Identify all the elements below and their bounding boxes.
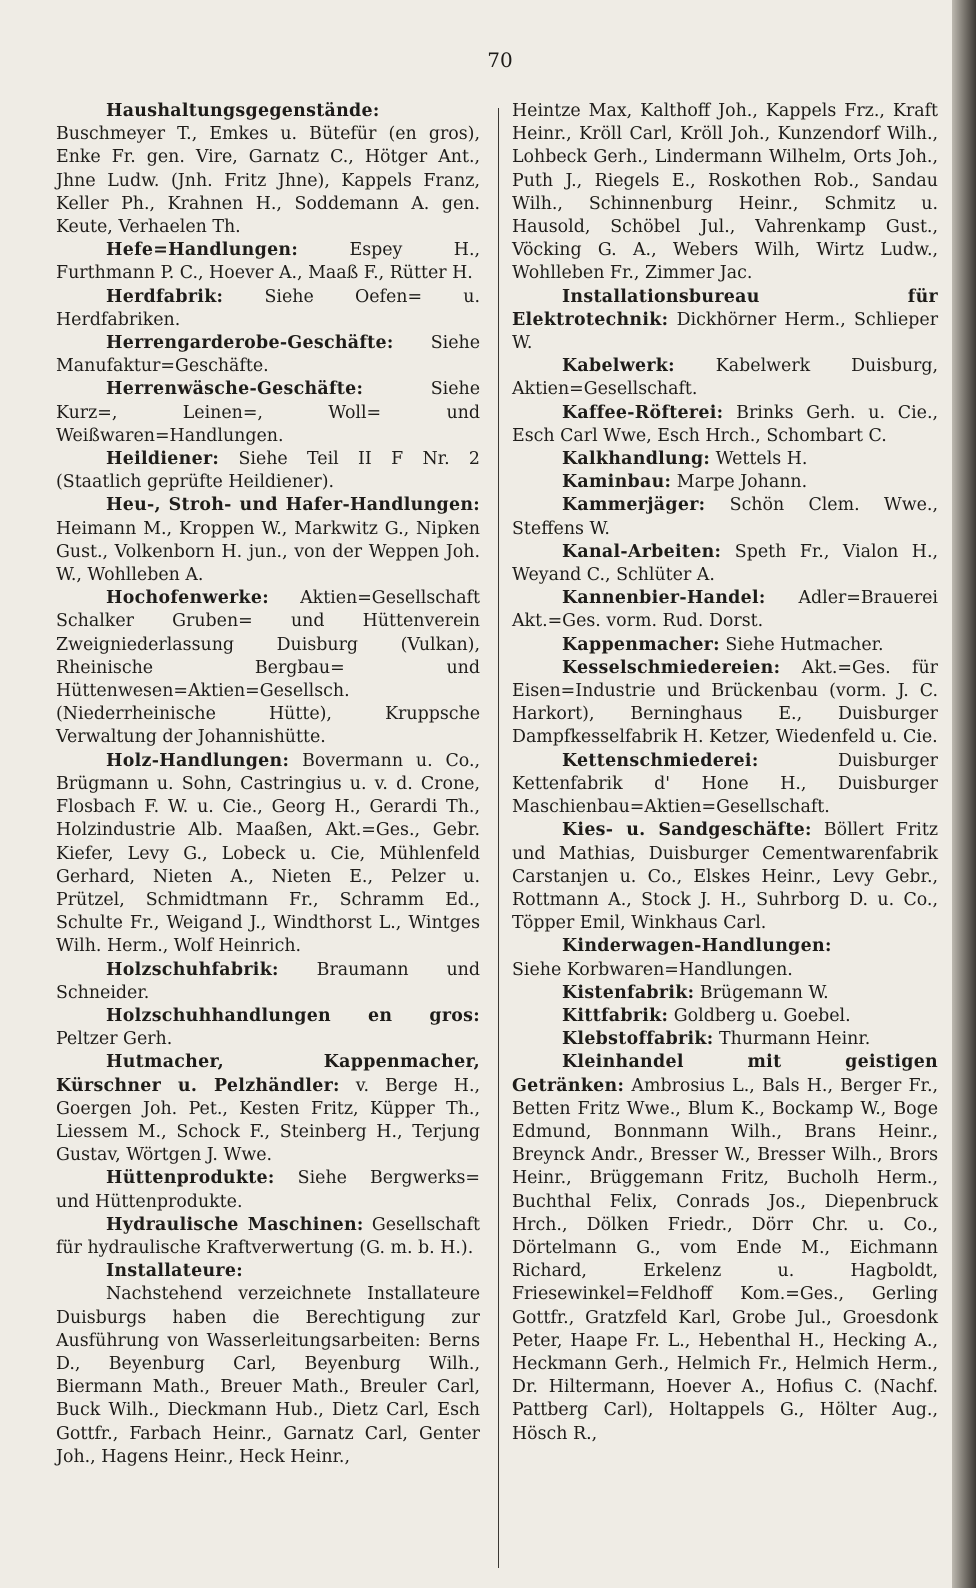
entry-text: Thurmann Heinr. — [719, 1029, 871, 1050]
entry-heading: Herrengarderobe-Geschäfte: — [106, 333, 394, 354]
entry-text: Böllert Fritz und Mathias, Duisburger Cementwarenfabrik Carstanjen u. Co., Elskes Heinr., Levy Gebr., Rottmann A., Stock J. H., Suhrborg D. u. Co., Töpper Emil, Winkhaus Carl. — [512, 820, 939, 934]
entry — [512, 402, 938, 448]
entry — [512, 935, 938, 958]
left-column — [56, 100, 480, 1469]
entry-heading: Herdfabrik: — [106, 286, 224, 307]
entry-heading: Heu-, Stroh- und Hafer-Handlungen: — [106, 495, 480, 516]
entry-heading: Hutmacher, Kappenmacher, Kürschner u. Pelzhändler: — [56, 1052, 480, 1096]
entry-text: Akt.=Ges. für Eisen=Industrie und Brückenbau (vorm. J. C. Harkort), Berninghaus E., Duisburger Dampfkesselfabrik H. Ketzer, Wiedenfeld u. Cie. — [512, 657, 938, 748]
entry — [512, 471, 938, 494]
entry-heading: Hüttenprodukte: — [106, 1168, 275, 1189]
entry-heading: Holzschuhfabrik: — [106, 959, 279, 980]
entry-heading: Holzschuhhandlungen en gros: — [106, 1005, 480, 1026]
entry-heading: Haushaltungsgegenstände: — [106, 101, 380, 121]
entry — [512, 286, 938, 356]
entry-text: Gesellschaft für hydraulische Kraftverwertung (G. m. b. H.). — [56, 1214, 481, 1258]
entry — [56, 1051, 480, 1167]
entry-text: Wettels H. — [715, 449, 808, 470]
entry-heading: Kettenschmiederei: — [562, 750, 759, 771]
entry — [512, 100, 938, 286]
entry-heading: Herrenwäsche-Geschäfte: — [106, 379, 364, 400]
entry-heading: Hydraulische Maschinen: — [106, 1214, 364, 1235]
entry-heading: Heildiener: — [106, 449, 220, 470]
entry-text: Nachstehend verzeichnete Installateure Duisburgs haben die Berechtigung zur Ausführung von Wasserleitungsarbeiten: Berns D., Beyenburg Carl, Beyenburg Wilh., Biermann Math., Breuer Math., Breuler Carl, Buck Wilh., Dieckmann Hub., Dietz Carl, Esch Gottfr., Farbach Heinr., Garnatz Carl, Genter Joh., Hagens Heinr., Heck Heinr., — [56, 1284, 480, 1467]
entry — [512, 1005, 938, 1028]
entry — [512, 355, 938, 401]
entry — [56, 332, 480, 378]
entry-text: Speth Fr., Vialon H., Weyand C., Schlüter A. — [512, 541, 938, 586]
entry-text: Marpe Johann. — [676, 472, 808, 493]
entry — [56, 100, 480, 239]
entry-heading: Installateure: — [106, 1261, 243, 1282]
entry — [56, 1214, 480, 1260]
entry-heading: Hochofenwerke: — [106, 588, 269, 609]
entry-heading: Kies- u. Sandgeschäfte: — [562, 820, 812, 841]
entry-text: Goldberg u. Goebel. — [673, 1005, 851, 1026]
entry-heading: Kaminbau: — [562, 472, 672, 493]
entry-text: Siehe Kurz=, Leinen=, Woll= und Weißwaren=Handlungen. — [56, 379, 480, 446]
entry-text: Ambrosius L., Bals H., Berger Fr., Betten Fritz Wwe., Blum K., Bockamp W., Boge Edmund, Bonnmann Wilh., Brans Heinr., Breynck Andr., Bresser W., Bresser Wilh., Brors Heinr., Brüggemann Fritz, Bucholh Herm., Buchthal Felix, Conrads Jos., Diepenbruck Hrch., Dölken Friedr., Dörr Chr. u. Co., Dörtelmann G., vom Ende M., Eichmann Richard, Erkelenz u. Hagboldt, Friesewinkel=Feldhoff Kom.=Ges., Gerling Gottfr., Gratzfeld Karl, Grobe Jul., Groesdonk Peter, Haape Fr. L., Hebenthal H., Hecking A., Heckmann Gerh., Helmich Fr., Helmich Herm., Dr. Hiltermann, Hoever A., Hofius C. (Nachf. Pattberg Carl), Holtappels G., Hölter Aug., Hösch R., — [512, 1075, 938, 1444]
page-number: 70 — [487, 48, 513, 72]
entry — [512, 541, 938, 587]
entry — [56, 1260, 480, 1283]
entry-text: Siehe Korbwaren=Handlungen. — [512, 959, 793, 980]
entry-text: Siehe Hutmacher. — [725, 634, 884, 655]
entry — [512, 494, 938, 540]
entry — [56, 239, 480, 285]
entry-text: Siehe Oefen= u. Herdfabriken. — [56, 286, 480, 330]
entry-text: Aktien=Gesellschaft Schalker Gruben= und Hüttenverein Zweigniederlassung Duisburg (Vulkan), Rheinische Bergbau= und Hüttenwesen=Aktien=Gesellsch. (Niederrheinische Hütte), Kruppsche Verwaltung der Johannishütte. — [56, 588, 480, 748]
entry — [56, 286, 480, 332]
entry — [56, 1283, 480, 1469]
entry-heading: Kappenmacher: — [562, 634, 720, 655]
page-edge-shadow — [952, 0, 976, 1588]
entry-heading: Kammerjäger: — [562, 495, 706, 516]
entry-text: Schön Clem. Wwe., Steffens W. — [512, 495, 938, 539]
entry-heading: Hefe=Handlungen: — [106, 240, 299, 261]
entry — [512, 634, 938, 657]
entry-text: Braumann und Schneider. — [56, 959, 481, 1003]
entry-heading: Kannenbier-Handel: — [562, 588, 766, 609]
entry — [512, 959, 938, 982]
entry-text: Duisburger Kettenfabrik d' Hone H., Duisburger Maschienbau=Aktien=Gesellschaft. — [512, 750, 938, 818]
entry-heading: Kabelwerk: — [562, 356, 675, 377]
entry — [56, 1167, 480, 1213]
entry-heading: Holz-Handlungen: — [106, 750, 290, 771]
entry-text: Buschmeyer T., Emkes u. Bütefür (en gros), Enke Fr. gen. Vire, Garnatz C., Hötger Ant., Jhne Ludw. (Jnh. Fritz Jhne), Kappels Franz, Keller Ph., Krahnen H., Soddemann A. gen. Keute, Verhaelen Th. — [56, 124, 480, 238]
entry-text: Brügemann W. — [699, 982, 829, 1003]
entry — [512, 750, 938, 820]
entry — [56, 1005, 480, 1051]
entry — [512, 657, 938, 750]
entry-heading: Kanal-Arbeiten: — [562, 541, 722, 562]
entry — [512, 1028, 938, 1051]
entry-heading: Kaffee-Röfterei: — [562, 402, 724, 423]
entry — [512, 587, 938, 633]
entry-text: Espey H., Furthmann P. C., Hoever A., Maaß F., Rütter H. — [56, 240, 481, 284]
entry-heading: Installationsbureau für Elektrotechnik: — [512, 286, 938, 330]
entry — [512, 448, 938, 471]
entry-text: Bovermann u. Co., Brügmann u. Sohn, Castringius u. v. d. Crone, Flosbach F. W. u. Cie., Georg H., Gerardi Th., Holzindustrie Alb. Maaßen, Akt.=Ges., Gebr. Kiefer, Levy G., Lobeck u. Cie, Mühlenfeld Gerhard, Nieten A., Nieten E., Pelzer u. Prützel, Schmidtmann Fr., Schramm Ed., Schulte Fr., Weigand J., Windthorst L., Wintges Wilh. Herm., Wolf Heinrich. — [56, 750, 481, 957]
entry-text: Heimann M., Kroppen W., Markwitz G., Nipken Gust., Volkenborn H. jun., von der Weppen Joh. W., Wohlleben A. — [56, 518, 480, 586]
entry — [512, 819, 938, 935]
entry-text: Heintze Max, Kalthoff Joh., Kappels Frz., Kraft Heinr., Kröll Carl, Kröll Joh., Kunzendorf Wilh., Lohbeck Gerh., Lindermann Wilhelm, Orts Joh., Puth J., Riegels E., Roskothen Rob., Sandau Wilh., Schinnenburg Heinr., Schmitz u. Hausold, Schöbel Jul., Vahrenkamp Gust., Vöcking G. A., Webers Wilh, Wirtz Ludw., Wohlleben Fr., Zimmer Jac. — [512, 101, 938, 284]
entry-heading: Kistenfabrik: — [562, 982, 695, 1003]
entry-heading: Kittfabrik: — [562, 1005, 669, 1026]
entry — [56, 750, 480, 959]
entry — [56, 378, 480, 448]
entry-heading: Kinderwagen-Handlungen: — [562, 936, 832, 957]
entry-text: Siehe Teil II F Nr. 2 (Staatlich geprüfte Heildiener). — [56, 449, 480, 493]
entry-text: Brinks Gerh. u. Cie., Esch Carl Wwe, Esch Hrch., Schombart C. — [512, 402, 939, 446]
entry — [512, 982, 938, 1005]
entry-text: Peltzer Gerh. — [56, 1029, 173, 1050]
entry — [56, 448, 480, 494]
entry-heading: Klebstoffabrik: — [562, 1029, 714, 1050]
entry-text: Dickhörner Herm., Schlieper W. — [512, 309, 939, 354]
entry-heading: Kesselschmiedereien: — [562, 657, 781, 678]
entry-text: Adler=Brauerei Akt.=Ges. vorm. Rud. Dorst. — [512, 588, 938, 632]
entry-text: Siehe Manufaktur=Geschäfte. — [56, 333, 480, 377]
entry — [56, 494, 480, 587]
entry-text: Kabelwerk Duisburg, Aktien=Gesellschaft. — [512, 356, 939, 400]
entry — [56, 587, 480, 749]
entry — [512, 1051, 938, 1445]
entry-text: Siehe Bergwerks= und Hüttenprodukte. — [56, 1168, 480, 1212]
right-column — [512, 100, 938, 1446]
entry-heading: Kleinhandel mit geistigen Getränken: — [512, 1052, 938, 1096]
entry-text: v. Berge H., Goergen Joh. Pet., Kesten Fritz, Küpper Th., Liessem M., Schock F., Steinberg H., Terjung Gustav, Wörtgen J. Wwe. — [56, 1075, 481, 1166]
entry-heading: Kalkhandlung: — [562, 449, 711, 470]
column-divider — [498, 108, 499, 1568]
entry — [56, 959, 480, 1005]
